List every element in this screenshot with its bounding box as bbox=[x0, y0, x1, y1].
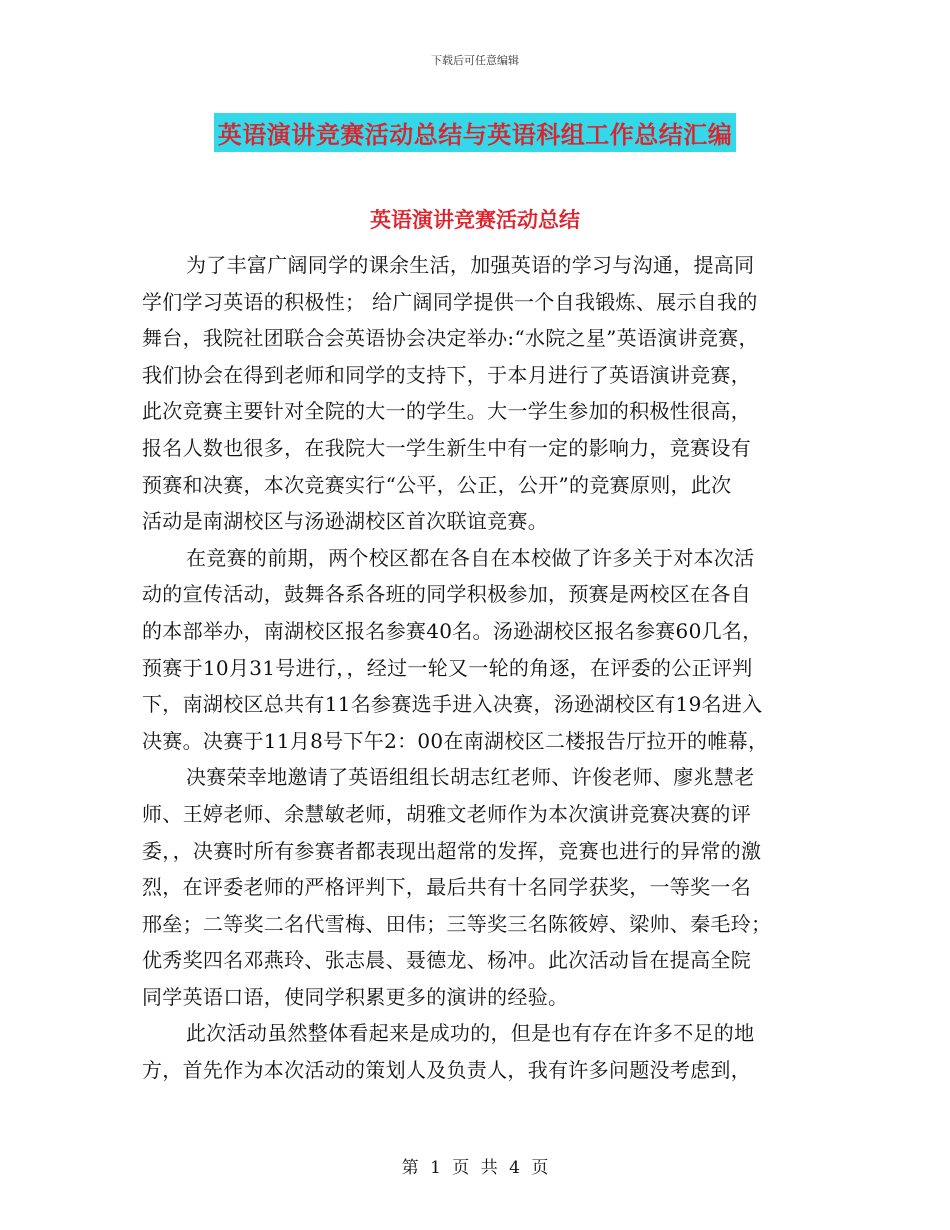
body-line: 方，首先作为本次活动的策划人及负责人，我有许多问题没考虑到， bbox=[142, 1058, 751, 1083]
body-line: 决赛荣幸地邀请了英语组组长胡志红老师、许俊老师、廖兆慧老 bbox=[186, 765, 755, 790]
body-line: 舞台，我院社团联合会英语协会决定举办:“水院之星”英语演讲竞赛， bbox=[142, 326, 759, 351]
body-line: 预赛和决赛，本次竞赛实行“公平，公正，公开”的竞赛原则，此次 bbox=[142, 472, 732, 497]
body-line: 此次活动虽然整体看起来是成功的，但是也有存在许多不足的地 bbox=[186, 1021, 755, 1046]
body-line: 同学英语口语，使同学积累更多的演讲的经验。 bbox=[142, 984, 569, 1009]
body-line: 为了丰富广阔同学的课余生活，加强英语的学习与沟通，提高同 bbox=[186, 253, 755, 277]
page-footer: 第 1 页 共 4 页 bbox=[401, 1158, 549, 1178]
body-line: 动的宣传活动，鼓舞各系各班的同学积极参加，预赛是两校区在各自 bbox=[142, 582, 751, 607]
body-line: 师、王婷老师、余慧敏老师，胡雅文老师作为本次演讲竞赛决赛的评 bbox=[142, 801, 751, 826]
body-line: 决赛。决赛于11月8号下午2：00在南湖校区二楼报告厅拉开的帷幕， bbox=[142, 728, 769, 753]
body-line: 此次竞赛主要针对全院的大一的学生。大一学生参加的积极性很高， bbox=[142, 399, 751, 424]
section-title: 英语演讲竞赛活动总结 bbox=[370, 207, 580, 232]
body-line: 烈，在评委老师的严格评判下，最后共有十名同学获奖，一等奖一名 bbox=[142, 875, 751, 900]
document-title: 英语演讲竞赛活动总结与英语科组工作总结汇编 bbox=[214, 113, 737, 152]
body-line: 邢垒；二等奖二名代雪梅、田伟；三等奖三名陈筱婷、梁帅、秦毛玲； bbox=[142, 911, 772, 936]
body-line: 优秀奖四名邓燕玲、张志晨、聂德龙、杨冲。此次活动旨在提高全院 bbox=[142, 948, 751, 973]
page-header: 下载后可任意编辑 bbox=[431, 54, 519, 67]
body-line: 预赛于10月31号进行，，经过一轮又一轮的角逐，在评委的公正评判 bbox=[142, 655, 753, 680]
body-line: 学们学习英语的积极性； 给广阔同学提供一个自我锻炼、展示自我的 bbox=[142, 289, 758, 314]
body-line: 下，南湖校区总共有11名参赛选手进入决赛，汤逊湖校区有19名进入 bbox=[142, 692, 763, 717]
body-line: 我们协会在得到老师和同学的支持下，于本月进行了英语演讲竞赛， bbox=[142, 362, 751, 387]
body-line: 委，，决赛时所有参赛者都表现出超常的发挥，竞赛也进行的异常的激 bbox=[142, 838, 762, 863]
document-body bbox=[142, 247, 814, 1089]
body-line: 活动是南湖校区与汤逊湖校区首次联谊竞赛。 bbox=[142, 509, 548, 534]
body-line: 在竞赛的前期，两个校区都在各自在本校做了许多关于对本次活 bbox=[186, 545, 755, 570]
body-line: 报名人数也很多，在我院大一学生新生中有一定的影响力，竞赛设有 bbox=[142, 435, 751, 460]
body-line: 的本部举办，南湖校区报名参赛40名。汤逊湖校区报名参赛60几名， bbox=[142, 618, 763, 643]
document-title-container bbox=[0, 113, 950, 152]
